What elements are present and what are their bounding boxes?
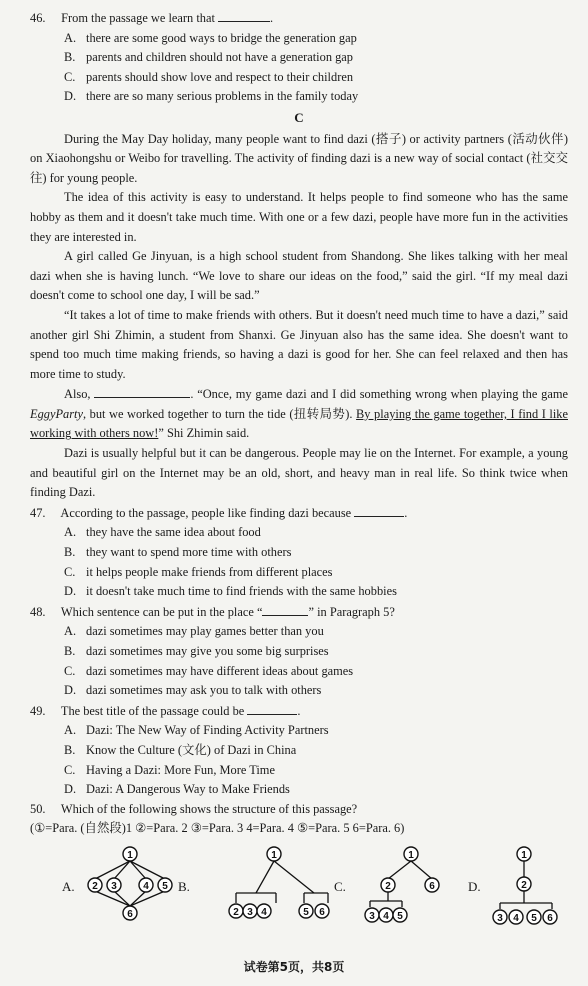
option-text: parents should show love and respect to their children bbox=[86, 69, 354, 84]
option-text: Dazi: A Dangerous Way to Make Friends bbox=[86, 782, 290, 797]
option-letter: C. bbox=[64, 663, 76, 678]
option-text: there are some good ways to bridge the generation gap bbox=[86, 30, 357, 45]
option-letter: D. bbox=[64, 584, 77, 599]
option-49-d bbox=[30, 780, 568, 800]
question-text: The best title of the passage could be bbox=[60, 703, 245, 718]
option-49-c bbox=[30, 761, 568, 781]
option-text: dazi sometimes may have different ideas about games bbox=[86, 663, 354, 678]
node-label: 3 bbox=[497, 912, 503, 924]
option-text: dazi sometimes may play games better than you bbox=[86, 624, 324, 639]
option-letter: B. bbox=[64, 50, 76, 65]
node-label: 6 bbox=[319, 906, 325, 918]
node-label: 2 bbox=[521, 879, 527, 891]
node-label: 2 bbox=[92, 880, 98, 892]
option-text: it helps people make friends from different places bbox=[86, 564, 333, 579]
node-label: 2 bbox=[385, 880, 391, 892]
node-label: 4 bbox=[261, 906, 267, 918]
structure-diagrams bbox=[30, 845, 568, 927]
question-number: 49. bbox=[30, 703, 46, 718]
option-letter: B. bbox=[64, 644, 76, 658]
question-number: 46. bbox=[30, 11, 46, 25]
diagram-a-label: A. bbox=[62, 878, 75, 894]
diagram-a bbox=[84, 845, 176, 925]
node-label: 1 bbox=[521, 849, 527, 861]
diagram-b-label: B. bbox=[178, 878, 190, 894]
passage-paragraph-3: A girl called Ge Jinyuan, is a high school student from Shandong. She likes talking with her meal dazi when she is having lunch. “We love to share our ideas on the food,” said the girl. “If my meal dazi doesn't come to school one day, I will be sad.” bbox=[30, 249, 568, 303]
game-name: EggyParty bbox=[30, 406, 83, 421]
option-46-c bbox=[30, 68, 568, 88]
option-letter: D. bbox=[64, 683, 77, 698]
passage-paragraph-5 bbox=[30, 384, 568, 444]
question-46-stem bbox=[30, 8, 568, 29]
passage-paragraph-2: The idea of this activity is easy to understand. It helps people to find someone who has the same hobby as them and it doesn't take much time. With one or a few dazi, people have more fun in the activities they are interested in. bbox=[30, 190, 568, 244]
option-letter: C. bbox=[64, 69, 76, 84]
node-label: 1 bbox=[271, 849, 277, 861]
node-label: 6 bbox=[127, 908, 133, 920]
node-label: 5 bbox=[397, 910, 403, 922]
paragraph-text: , but we worked together to turn the tide (扭转局势). bbox=[83, 406, 353, 421]
question-end: . bbox=[297, 703, 301, 718]
option-47-a bbox=[30, 523, 568, 543]
diagram-d-label: D. bbox=[468, 878, 481, 894]
node-label: 4 bbox=[513, 912, 519, 924]
option-46-d bbox=[30, 87, 568, 107]
option-48-c bbox=[30, 662, 568, 682]
question-text: According to the passage, people like finding dazi because bbox=[60, 505, 352, 520]
option-letter: A. bbox=[64, 525, 77, 540]
section-label: C bbox=[294, 109, 304, 125]
node-label: 1 bbox=[408, 849, 414, 861]
option-letter: C. bbox=[64, 564, 76, 579]
option-text: dazi sometimes may give you some big surprises bbox=[86, 644, 329, 658]
node-label: 2 bbox=[233, 906, 239, 918]
option-letter: A. bbox=[64, 30, 77, 45]
option-letter: D. bbox=[64, 782, 77, 797]
question-number: 47. bbox=[30, 505, 46, 520]
option-text: Having a Dazi: More Fun, More Time bbox=[86, 762, 275, 777]
option-47-d bbox=[30, 582, 568, 602]
question-text: ” in Paragraph 5? bbox=[308, 604, 395, 619]
answer-blank bbox=[247, 701, 297, 715]
option-48-a bbox=[30, 622, 568, 642]
node-label: 5 bbox=[531, 912, 537, 924]
option-47-b bbox=[30, 543, 568, 563]
option-47-c bbox=[30, 563, 568, 583]
option-46-a bbox=[30, 29, 568, 49]
option-text: they want to spend more time with others bbox=[86, 545, 292, 560]
diagram-c bbox=[360, 845, 450, 925]
paragraph-legend: (①=Para. (自然段)1 ②=Para. 2 ③=Para. 3 4=Para. 4 ⑤=Para. 5 6=Para. 6) bbox=[30, 821, 405, 836]
option-46-b bbox=[30, 48, 568, 68]
node-label: 5 bbox=[303, 906, 309, 918]
option-text: parents and children should not have a generation gap bbox=[86, 50, 353, 65]
option-48-d bbox=[30, 681, 568, 701]
question-47-stem bbox=[30, 503, 568, 524]
diagram-d bbox=[490, 845, 566, 927]
option-49-a bbox=[30, 721, 568, 741]
answer-blank bbox=[218, 8, 270, 22]
passage-paragraph-6: Dazi is usually helpful but it can be dangerous. People may lie on the Internet. For example, a young and beautiful girl on the Internet may be an old, short, and heavy man in real life. So think twice when finding Dazi. bbox=[30, 446, 568, 500]
answer-blank bbox=[354, 503, 404, 517]
node-label: 3 bbox=[111, 880, 117, 892]
option-text: dazi sometimes may ask you to talk with others bbox=[86, 683, 322, 698]
option-text: there are so many serious problems in the family today bbox=[86, 89, 359, 104]
option-letter: B. bbox=[64, 742, 76, 757]
option-text: they have the same idea about food bbox=[86, 525, 261, 540]
question-number: 48. bbox=[30, 604, 46, 619]
node-label: 6 bbox=[547, 912, 553, 924]
diagram-c-label: C. bbox=[334, 878, 346, 894]
option-text: Dazi: The New Way of Finding Activity Partners bbox=[86, 723, 329, 738]
option-text: it doesn't take much time to find friends with the same hobbies bbox=[86, 584, 397, 599]
node-label: 3 bbox=[247, 906, 253, 918]
question-48-stem bbox=[30, 602, 568, 623]
option-letter: A. bbox=[64, 723, 77, 738]
page-footer: 试卷第5页，共8页 bbox=[243, 960, 345, 974]
option-letter: B. bbox=[64, 545, 76, 560]
question-50-stem bbox=[30, 800, 568, 820]
node-label: 1 bbox=[127, 849, 133, 861]
answer-blank bbox=[262, 602, 308, 616]
paragraph-text: . “Once, my game dazi and I did something wrong when playing the game bbox=[190, 387, 568, 402]
option-letter: D. bbox=[64, 89, 77, 104]
question-text: From the passage we learn that bbox=[61, 11, 215, 25]
option-49-b bbox=[30, 741, 568, 761]
option-48-b bbox=[30, 642, 568, 662]
question-49-stem bbox=[30, 701, 568, 722]
option-text: Know the Culture (文化) of Dazi in China bbox=[86, 742, 297, 757]
node-label: 3 bbox=[369, 910, 375, 922]
passage-blank bbox=[94, 384, 190, 398]
passage-paragraph-4: “It takes a lot of time to make friends with others. But it doesn't need much time to have a dazi,” said another girl Shi Zhimin, a student from Shanxi. Ge Jinyuan also has the same idea. She doesn't want to spend too much time making friends, so having a dazi is good for her. She can feel relaxed and then has more time to study. bbox=[30, 307, 568, 381]
question-number: 50. bbox=[30, 801, 46, 816]
question-end: . bbox=[270, 11, 274, 25]
paragraph-text: ” Shi Zhimin said. bbox=[158, 426, 250, 441]
option-letter: A. bbox=[64, 624, 77, 639]
passage-paragraph-1: During the May Day holiday, many people want to find dazi (搭子) or activity partners (活动伙伴) on Xiaohongshu or Weibo for travelling. The activity of finding dazi is a new way of social contact (社交交往) for young people. bbox=[30, 131, 568, 185]
question-end: . bbox=[404, 505, 408, 520]
node-label: 6 bbox=[429, 880, 435, 892]
paragraph-text: Also, bbox=[64, 387, 91, 402]
underlined-sentence: By playing the game together, I find I like working with others now! bbox=[30, 406, 568, 441]
diagram-b bbox=[226, 845, 338, 925]
node-label: 4 bbox=[383, 910, 389, 922]
question-text: Which of the following shows the structure of this passage? bbox=[60, 801, 358, 816]
question-text: Which sentence can be put in the place “ bbox=[60, 604, 263, 619]
option-letter: C. bbox=[64, 762, 76, 777]
node-label: 4 bbox=[143, 880, 149, 892]
node-label: 5 bbox=[162, 880, 168, 892]
